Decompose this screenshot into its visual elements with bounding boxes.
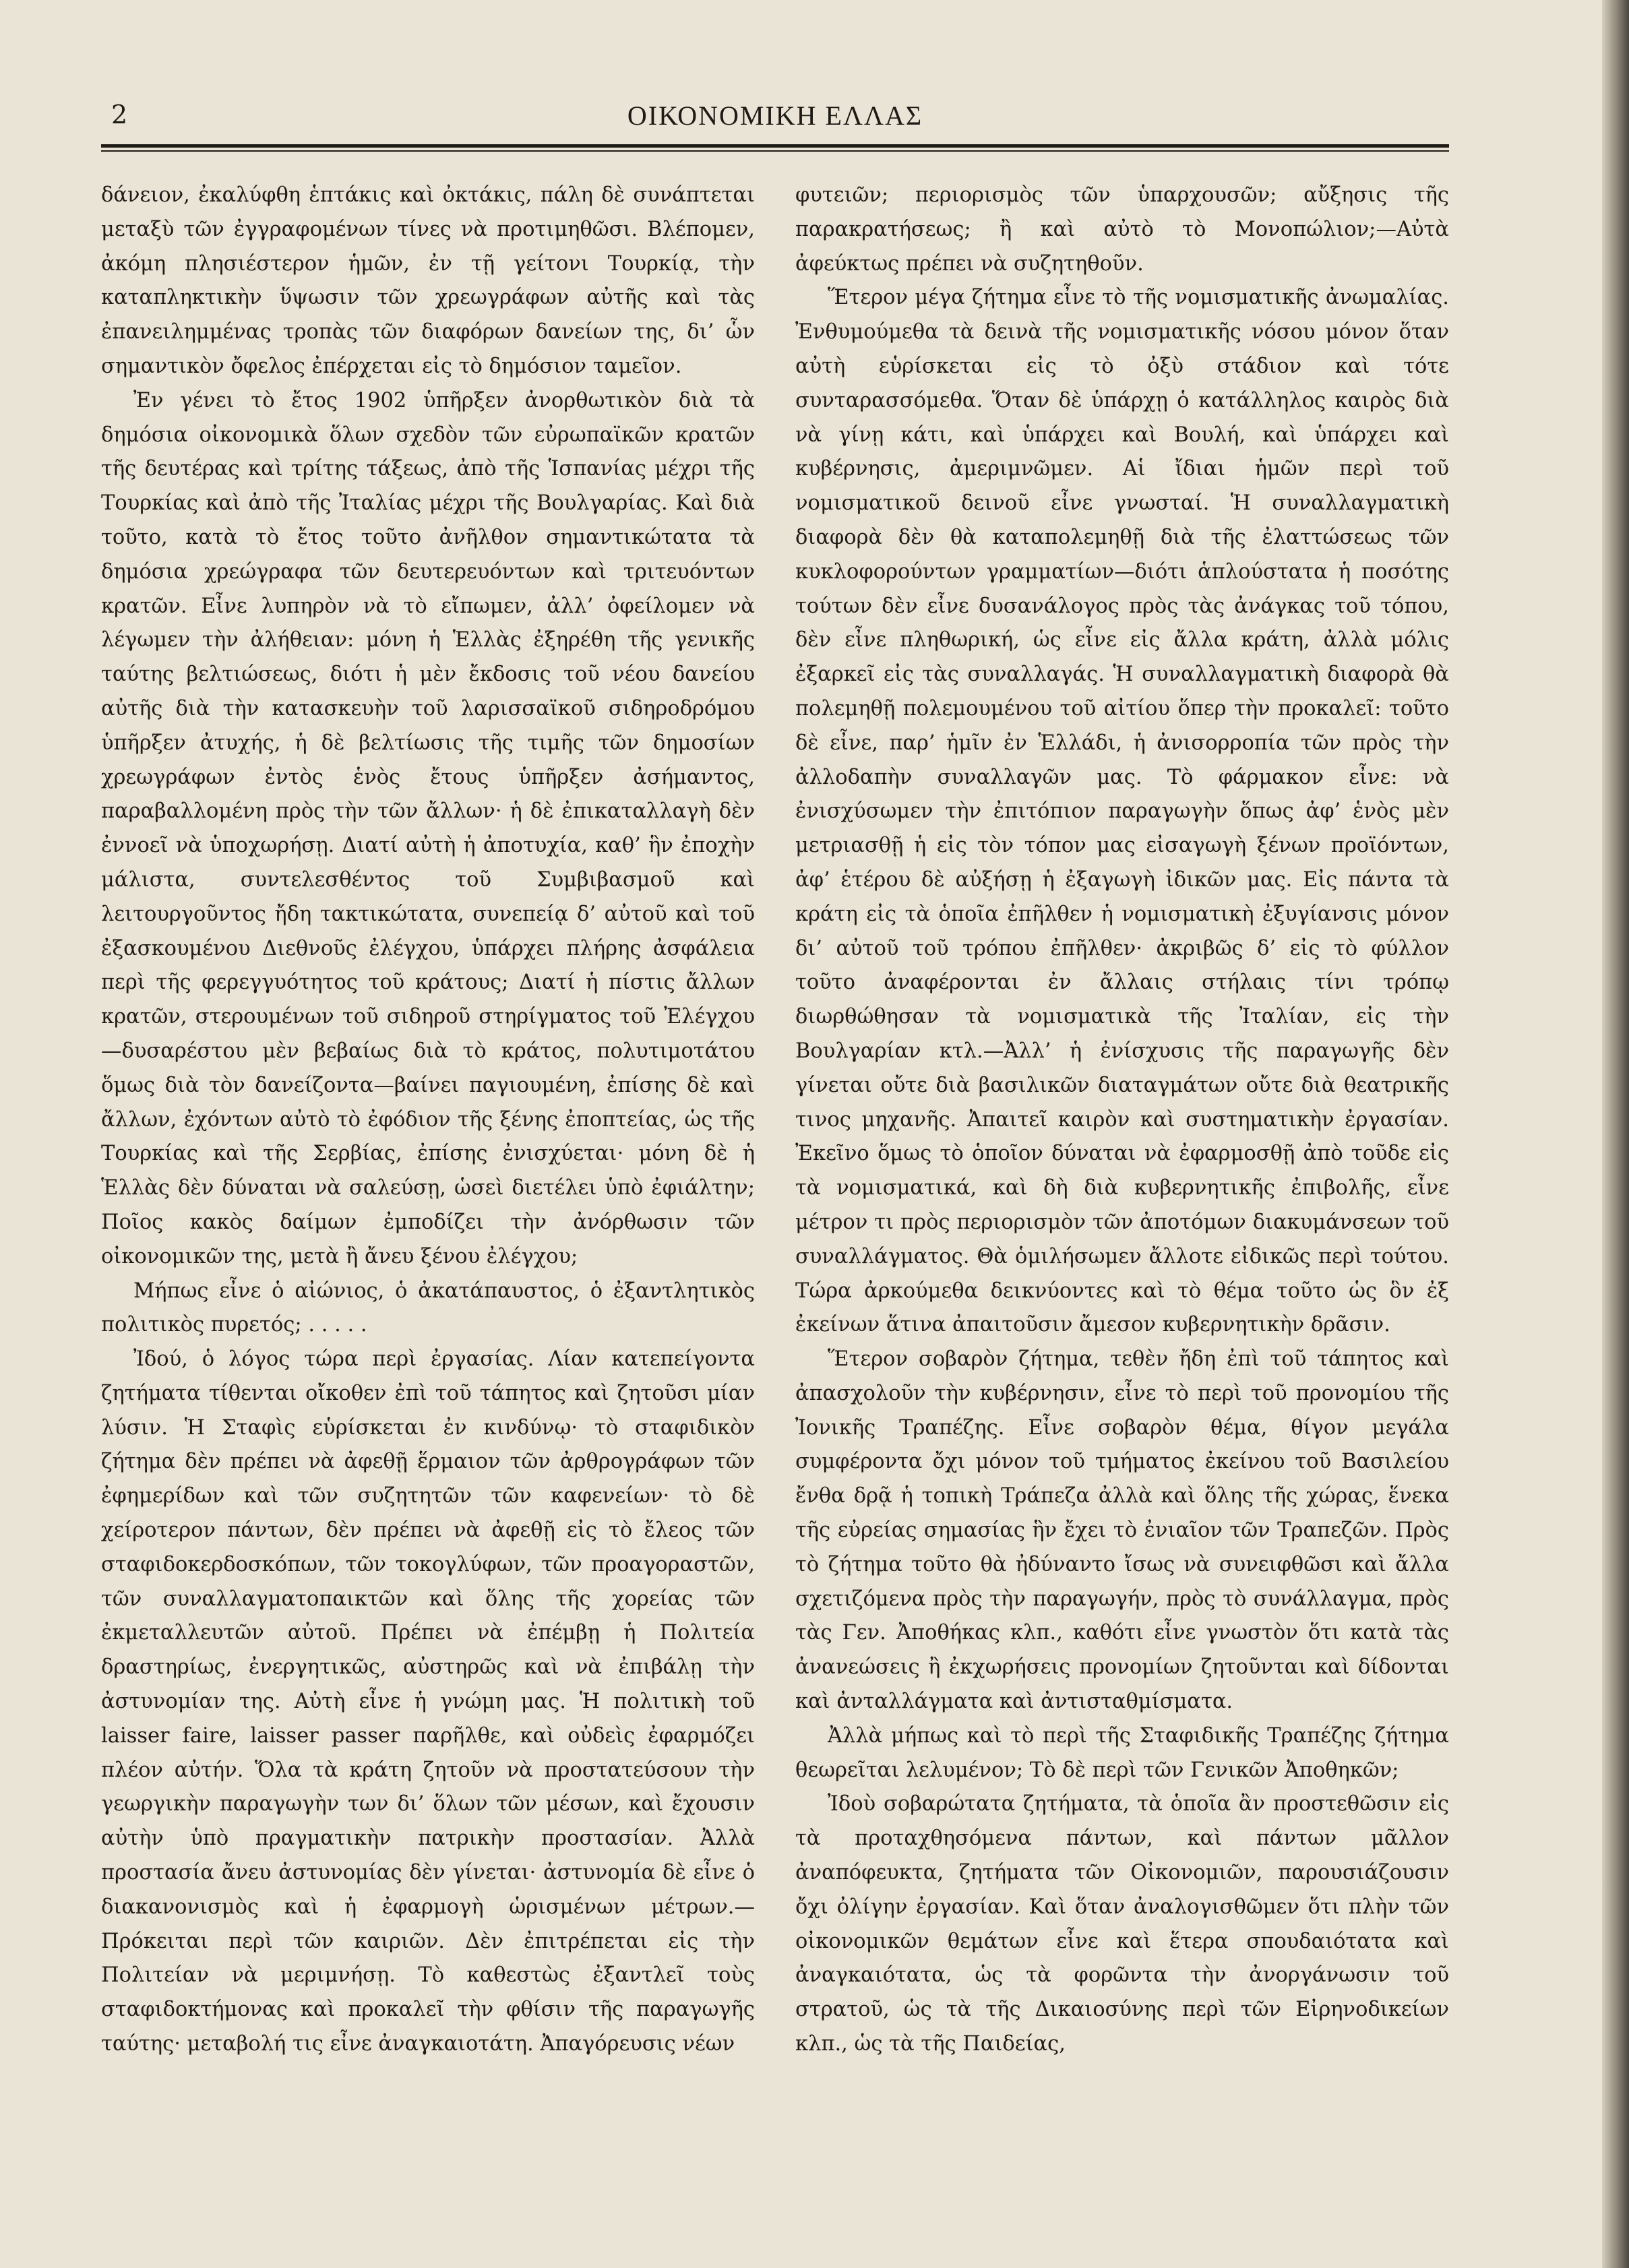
header-rule-thick [101, 144, 1449, 148]
text-columns [101, 179, 1449, 2062]
paragraph: Ἕτερον μέγα ζήτημα εἶνε τὸ τῆς νομισματικῆς ἀνωμαλίας. Ἐνθυμούμεθα τὰ δεινὰ τῆς νομισματικῆς νόσου μόνον ὅταν αὐτὴ εὑρίσκεται εἰς τὸ ὀξὺ στάδιον καὶ τότε συνταρασσόμεθα. Ὅταν δὲ ὑπάρχῃ ὁ κατάλληλος καιρὸς διὰ νὰ γίνῃ κάτι, καὶ ὑπάρχει καὶ Βουλή, καὶ ὑπάρχει καὶ κυβέρνησις, ἀμεριμνῶμεν. Αἱ ἴδιαι ἡμῶν περὶ τοῦ νομισματικοῦ δεινοῦ εἶνε γνωσταί. Ἡ συναλλαγματικὴ διαφορὰ δὲν θὰ καταπολεμηθῇ διὰ τῆς ἐλαττώσεως τῶν κυκλοφορούντων γραμματίων—διότι ἁπλούστατα ἡ ποσότης τούτων δὲν εἶνε δυσανάλογος πρὸς τὰς ἀνάγκας τοῦ τόπου, δὲν εἶνε πληθωρική, ὡς εἶνε εἰς ἄλλα κράτη, ἀλλὰ μόλις ἐξαρκεῖ εἰς τὰς συναλλαγάς. Ἡ συναλλαγματικὴ διαφορὰ θὰ πολεμηθῇ πολεμουμένου τοῦ αἰτίου ὅπερ τὴν προκαλεῖ: τοῦτο δὲ εἶνε, παρ’ ἡμῖν ἐν Ἑλλάδι, ἡ ἀνισορροπία τῶν πρὸς τὴν ἀλλοδαπὴν συναλλαγῶν μας. Τὸ φάρμακον εἶνε: νὰ ἐνισχύσωμεν τὴν ἐπιτόπιον παραγωγὴν ὅπως ἀφ’ ἑνὸς μὲν μετριασθῇ ἡ εἰς τὸν τόπον μας εἰσαγωγὴ ξένων προϊόντων, ἀφ’ ἑτέρου δὲ αὐξήσῃ ἡ ἐξαγωγὴ ἰδικῶν μας. Εἰς πάντα τὰ κράτη εἰς τὰ ὁποῖα ἐπῆλθεν ἡ νομισματικὴ ἐξυγίανσις μόνον δι’ αὐτοῦ τοῦ τρόπου ἐπῆλθεν· ἀκριβῶς δ’ εἰς τὸ φύλλον τοῦτο ἀναφέρονται ἐν ἄλλαις στήλαις τίνι τρόπῳ διωρθώθησαν τὰ νομισματικὰ τῆς Ἰταλίαν, εἰς τὴν Βουλγαρίαν κτλ.—Ἀλλ’ ἡ ἐνίσχυσις τῆς παραγωγῆς δὲν γίνεται οὔτε διὰ βασιλικῶν διαταγμάτων οὔτε διὰ θεατρικῆς τινος μηχανῆς. Ἀπαιτεῖ καιρὸν καὶ συστηματικὴν ἐργασίαν. Ἐκεῖνο ὅμως τὸ ὁποῖον δύναται νὰ ἐφαρμοσθῇ ἀπὸ τοῦδε εἰς τὰ νομισματικά, καὶ δὴ διὰ κυβερνητικῆς ἐπιβολῆς, εἶνε μέτρον τι πρὸς περιορισμὸν τῶν ἀποτόμων διακυμάνσεων τοῦ συναλλάγματος. Θὰ ὁμιλήσωμεν ἄλλοτε εἰδικῶς περὶ τούτου. Τώρα ἀρκούμεθα δεικνύοντες καὶ τὸ θέμα τοῦτο ὡς ὃν ἐξ ἐκείνων ἅτινα ἀπαιτοῦσιν ἄμεσον κυβερνητικὴν δρᾶσιν. [795, 286, 1449, 1337]
paragraph: φυτειῶν; περιορισμὸς τῶν ὑπαρχουσῶν; αὔξησις τῆς παρακρατήσεως; ἢ καὶ αὐτὸ τὸ Μονοπώλιον;—Αὐτὰ ἀφεύκτως πρέπει νὰ συζητηθοῦν. [795, 183, 1449, 276]
page-header [101, 88, 1449, 142]
right-column [795, 179, 1449, 2062]
paragraph: Ἕτερον σοβαρὸν ζήτημα, τεθὲν ἤδη ἐπὶ τοῦ τάπητος καὶ ἀπασχολοῦν τὴν κυβέρνησιν, εἶνε τὸ περὶ τοῦ προνομίου τῆς Ἰονικῆς Τραπέζης. Εἶνε σοβαρὸν θέμα, θίγον μεγάλα συμφέροντα ὄχι μόνον τοῦ τμήματος ἐκείνου τοῦ Βασιλείου ἔνθα δρᾷ ἡ τοπικὴ Τράπεζα ἀλλὰ καὶ ὅλης τῆς χώρας, ἕνεκα τῆς εὐρείας σημασίας ἣν ἔχει τὸ ἐνιαῖον τῶν Τραπεζῶν. Πρὸς τὸ ζήτημα τοῦτο θὰ ἠδύναντο ἴσως νὰ συνειφθῶσι καὶ ἄλλα σχετιζόμενα πρὸς τὴν παραγωγήν, πρὸς τὸ συνάλλαγμα, πρὸς τὰς Γεν. Ἀποθήκας κλπ., καθότι εἶνε γνωστὸν ὅτι κατὰ τὰς ἀνανεώσεις ἢ ἐκχωρήσεις προνομίων ζητοῦνται καὶ δίδονται καὶ ἀνταλλάγματα καὶ ἀντισταθμίσματα. [795, 1347, 1449, 1714]
newspaper-page [101, 88, 1449, 2062]
left-column [101, 179, 755, 2062]
paragraph: Ἀλλὰ μήπως καὶ τὸ περὶ τῆς Σταφιδικῆς Τραπέζης ζήτημα θεωρεῖται λελυμένον; Τὸ δὲ περὶ τῶν Γενικῶν Ἀποθηκῶν; [795, 1723, 1449, 1782]
paragraph: Μήπως εἶνε ὁ αἰώνιος, ὁ ἀκατάπαυστος, ὁ ἐξαντλητικὸς πολιτικὸς πυρετός; . . . . . [101, 1279, 755, 1337]
paragraph: Ἰδοὺ σοβαρώτατα ζητήματα, τὰ ὁποῖα ἂν προστεθῶσιν εἰς τὰ προταχθησόμενα πάντων, καὶ πάντων μᾶλλον ἀναπόφευκτα, ζητήματα τῶν Οἰκονομιῶν, παρουσιάζουσιν ὄχι ὀλίγην ἐργασίαν. Καὶ ὅταν ἀναλογισθῶμεν ὅτι πλὴν τῶν οἰκονομικῶν θεμάτων εἶνε καὶ ἕτερα σπουδαιότατα καὶ ἀναγκαιότατα, ὡς τὰ φορῶντα τὴν ἀνοργάνωσιν τοῦ στρατοῦ, ὡς τὰ τῆς Δικαιοσύνης περὶ τῶν Εἰρηνοδικείων κλπ., ὡς τὰ τῆς Παιδείας, [795, 1792, 1449, 2056]
page-number: 2 [111, 100, 128, 129]
paragraph: δάνειον, ἐκαλύφθη ἑπτάκις καὶ ὀκτάκις, πάλη δὲ συνάπτεται μεταξὺ τῶν ἐγγραφομένων τίνες νὰ προτιμηθῶσι. Βλέπομεν, ἀκόμη πλησιέστερον ἡμῶν, ἐν τῇ γείτονι Τουρκίᾳ, τὴν καταπληκτικὴν ὕψωσιν τῶν χρεωγράφων αὐτῆς καὶ τὰς ἐπανειλημμένας τροπὰς τῶν διαφόρων δανείων της, δι’ ὧν σημαντικὸν ὄφελος ἐπέρχεται εἰς τὸ δημόσιον ταμεῖον. [101, 183, 755, 378]
paragraph: Ἐν γένει τὸ ἔτος 1902 ὑπῆρξεν ἀνορθωτικὸν διὰ τὰ δημόσια οἰκονομικὰ ὅλων σχεδὸν τῶν εὐρωπαϊκῶν κρατῶν τῆς δευτέρας καὶ τρίτης τάξεως, ἀπὸ τῆς Ἱσπανίας μέχρι τῆς Τουρκίας καὶ ἀπὸ τῆς Ἰταλίας μέχρι τῆς Βουλγαρίας. Καὶ διὰ τοῦτο, κατὰ τὸ ἔτος τοῦτο ἀνῆλθον σημαντικώτατα τὰ δημόσια χρεώγραφα τῶν δευτερευόντων καὶ τριτευόντων κρατῶν. Εἶνε λυπηρὸν νὰ τὸ εἴπωμεν, ἀλλ’ ὀφείλομεν νὰ λέγωμεν τὴν ἀλήθειαν: μόνη ἡ Ἑλλὰς ἐξηρέθη τῆς γενικῆς ταύτης βελτιώσεως, διότι ἡ μὲν ἔκδοσις τοῦ νέου δανείου αὐτῆς διὰ τὴν κατασκευὴν τοῦ λαρισσαϊκοῦ σιδηροδρόμου ὑπῆρξεν ἀτυχής, ἡ δὲ βελτίωσις τῆς τιμῆς τῶν δημοσίων χρεωγράφων ἐντὸς ἑνὸς ἔτους ὑπῆρξεν ἀσήμαντος, παραβαλλομένη πρὸς τὴν τῶν ἄλλων· ἡ δὲ ἐπικαταλλαγὴ δὲν ἐννοεῖ νὰ ὑποχωρήσῃ. Διατί αὐτὴ ἡ ἀποτυχία, καθ’ ἣν ἐποχὴν μάλιστα, συντελεσθέντος τοῦ Συμβιβασμοῦ καὶ λειτουργοῦντος ἤδη τακτικώτατα, συνεπείᾳ δ’ αὐτοῦ καὶ τοῦ ἐξασκουμένου Διεθνοῦς ἐλέγχου, ὑπάρχει πλήρης ἀσφάλεια περὶ τῆς φερεγγυότητος τοῦ κράτους; Διατί ἡ πίστις ἄλλων κρατῶν, στερουμένων τοῦ σιδηροῦ στηρίγματος τοῦ Ἐλέγχου—δυσαρέστου μὲν βεβαίως διὰ τὸ κράτος, πολυτιμοτάτου ὅμως διὰ τὸν δανείζοντα—βαίνει παγιουμένη, ἐπίσης δὲ καὶ ἄλλων, ἐχόντων αὐτὸ τὸ ἐφόδιον τῆς ξένης ἐποπτείας, ὡς τῆς Τουρκίας καὶ τῆς Σερβίας, ἐπίσης ἐνισχύεται· μόνη δὲ ἡ Ἑλλὰς δὲν δύναται νὰ σαλεύσῃ, ὡσεὶ διετέλει ὑπὸ ἐφιάλτην; Ποῖος κακὸς δαίμων ἐμποδίζει τὴν ἀνόρθωσιν τῶν οἰκονομικῶν της, μετὰ ἢ ἄνευ ξένου ἐλέγχου; [101, 388, 755, 1268]
book-spine-shadow [1602, 0, 1629, 2268]
header-rule-thin [101, 150, 1449, 152]
paragraph: Ἰδού, ὁ λόγος τώρα περὶ ἐργασίας. Λίαν κατεπείγοντα ζητήματα τίθενται οἴκοθεν ἐπὶ τοῦ τάπητος καὶ ζητοῦσι μίαν λύσιν. Ἡ Σταφὶς εὑρίσκεται ἐν κινδύνῳ· τὸ σταφιδικὸν ζήτημα δὲν πρέπει νὰ ἀφεθῇ ἕρμαιον τῶν ἀρθρογράφων τῶν ἐφημερίδων καὶ τῶν συζητητῶν τῶν καφενείων· τὸ δὲ χείροτερον πάντων, δὲν πρέπει νὰ ἀφεθῇ εἰς τὸ ἔλεος τῶν σταφιδοκερδοσκόπων, τῶν τοκογλύφων, τῶν προαγοραστῶν, τῶν συναλλαγματοπαικτῶν καὶ ὅλης τῆς χορείας τῶν ἐκμεταλλευτῶν αὐτοῦ. Πρέπει νὰ ἐπέμβῃ ἡ Πολιτεία δραστηρίως, ἐνεργητικῶς, αὐστηρῶς καὶ νὰ ἐπιβάλῃ τὴν ἀστυνομίαν της. Αὐτὴ εἶνε ἡ γνώμη μας. Ἡ πολιτικὴ τοῦ laisser faire, laisser passer παρῆλθε, καὶ οὐδεὶς ἐφαρμόζει πλέον αὐτήν. Ὅλα τὰ κράτη ζητοῦν νὰ προστατεύσουν τὴν γεωργικὴν παραγωγὴν των δι’ ὅλων τῶν μέσων, καὶ ἔχουσιν αὐτὴν ὑπὸ πραγματικὴν πατρικὴν προστασίαν. Ἀλλὰ προστασία ἄνευ ἀστυνομίας δὲν γίνεται· ἀστυνομία δὲ εἶνε ὁ διακανονισμὸς καὶ ἡ ἐφαρμογὴ ὡρισμένων μέτρων.—Πρόκειται περὶ τῶν καιριῶν. Δὲν ἐπιτρέπεται εἰς τὴν Πολιτείαν νὰ μεριμνήσῃ. Τὸ καθεστὼς ἐξαντλεῖ τοὺς σταφιδοκτήμονας καὶ προκαλεῖ τὴν φθίσιν τῆς παραγωγῆς ταύτης· μεταβολή τις εἶνε ἀναγκαιοτάτη. Ἀπαγόρευσις νέων [101, 1347, 755, 2056]
running-title: ΟΙΚΟΝΟΜΙΚΗ ΕΛΛΑΣ [627, 100, 923, 131]
